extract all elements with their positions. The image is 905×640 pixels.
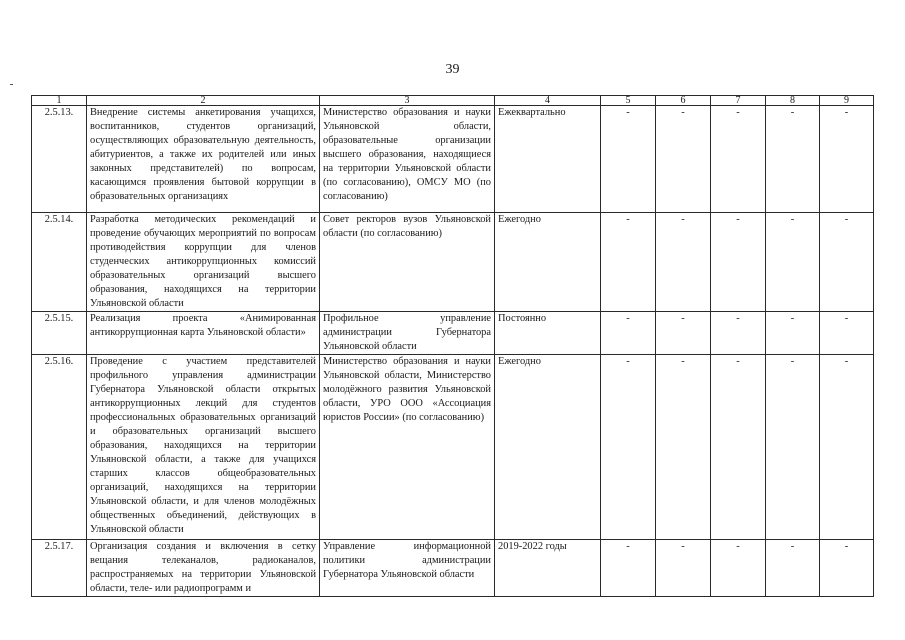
measure-text: Реализация проекта «Анимированная антикоррупционная карта Ульяновской области» — [87, 312, 320, 355]
item-number: 2.5.15. — [32, 312, 87, 355]
executor-text: Министерство образования и науки Ульяновской области, образовательные организации высшего образования, находящиеся на территории Ульяновской области (по согласованию), ОМСУ МО (по согласованию) — [320, 106, 495, 213]
page-number: 39 — [445, 62, 460, 77]
measure-text: Организация создания и включения в сетку вещания телеканалов, радиоканалов, распространяемых на территории Ульяновской области, теле- или радиопрограмм и — [87, 539, 320, 596]
column-header: 4 — [495, 96, 601, 106]
value-cell: - — [766, 355, 820, 539]
period-text: Ежегодно — [495, 212, 601, 312]
table-row — [32, 355, 874, 539]
table-header-row — [32, 96, 874, 106]
measure-text: Внедрение системы анкетирования учащихся, воспитанников, студентов организаций, осуществляющих образовательную деятельность, абитуриентов, а также их родителей или иных законных представителей) по вопросам, касающимся проявления бытовой коррупции в образовательных организациях — [87, 106, 320, 213]
executor-text: Управление информационной политики администрации Губернатора Ульяновской области — [320, 539, 495, 596]
period-text: Ежеквартально — [495, 106, 601, 213]
item-number: 2.5.14. — [32, 212, 87, 312]
value-cell: - — [820, 312, 874, 355]
column-header: 5 — [601, 96, 656, 106]
value-cell: - — [656, 355, 711, 539]
value-cell: - — [766, 212, 820, 312]
column-header: 1 — [32, 96, 87, 106]
value-cell: - — [656, 312, 711, 355]
value-cell: - — [820, 539, 874, 596]
column-header: 2 — [87, 96, 320, 106]
table-row — [32, 106, 874, 213]
value-cell: - — [766, 312, 820, 355]
period-text: Постоянно — [495, 312, 601, 355]
table-row — [32, 212, 874, 312]
margin-mark — [10, 84, 13, 85]
value-cell: - — [820, 355, 874, 539]
column-header: 8 — [766, 96, 820, 106]
measure-text: Разработка методических рекомендаций и проведение обучающих мероприятий по вопросам противодействия коррупции для членов студенческих антикоррупционных комиссий образовательных организаций высшего образования, находящихся на территории Ульяновской области — [87, 212, 320, 312]
value-cell: - — [711, 106, 766, 213]
measure-text: Проведение с участием представителей профильного управления администрации Губернатора Ульяновской области открытых антикоррупционных лекций для студентов профессиональных образовательных организаций и образовательных организаций высшего образования, находящихся на территории Ульяновской области, а также для учащихся старших классов общеобразовательных организаций, находящихся на территории Ульяновской области, и для членов молодёжных общественных объединений, действующих в Ульяновской области — [87, 355, 320, 539]
measures-table — [31, 95, 874, 597]
item-number: 2.5.17. — [32, 539, 87, 596]
column-header: 9 — [820, 96, 874, 106]
column-header: 3 — [320, 96, 495, 106]
executor-text: Совет ректоров вузов Ульяновской области (по согласованию) — [320, 212, 495, 312]
item-number: 2.5.16. — [32, 355, 87, 539]
value-cell: - — [656, 212, 711, 312]
value-cell: - — [711, 539, 766, 596]
column-header: 7 — [711, 96, 766, 106]
value-cell: - — [820, 106, 874, 213]
value-cell: - — [711, 312, 766, 355]
value-cell: - — [601, 539, 656, 596]
period-text: 2019-2022 годы — [495, 539, 601, 596]
value-cell: - — [601, 212, 656, 312]
item-number: 2.5.13. — [32, 106, 87, 213]
executor-text: Министерство образования и науки Ульяновской области, Министерство молодёжного развития Ульяновской области, УРО ООО «Ассоциация юристов России» (по согласованию) — [320, 355, 495, 539]
value-cell: - — [656, 106, 711, 213]
value-cell: - — [820, 212, 874, 312]
value-cell: - — [711, 355, 766, 539]
period-text: Ежегодно — [495, 355, 601, 539]
value-cell: - — [601, 355, 656, 539]
table-row — [32, 312, 874, 355]
value-cell: - — [711, 212, 766, 312]
value-cell: - — [656, 539, 711, 596]
value-cell: - — [766, 539, 820, 596]
executor-text: Профильное управление администрации Губернатора Ульяновской области — [320, 312, 495, 355]
column-header: 6 — [656, 96, 711, 106]
value-cell: - — [601, 312, 656, 355]
value-cell: - — [601, 106, 656, 213]
table-row — [32, 539, 874, 596]
value-cell: - — [766, 106, 820, 213]
